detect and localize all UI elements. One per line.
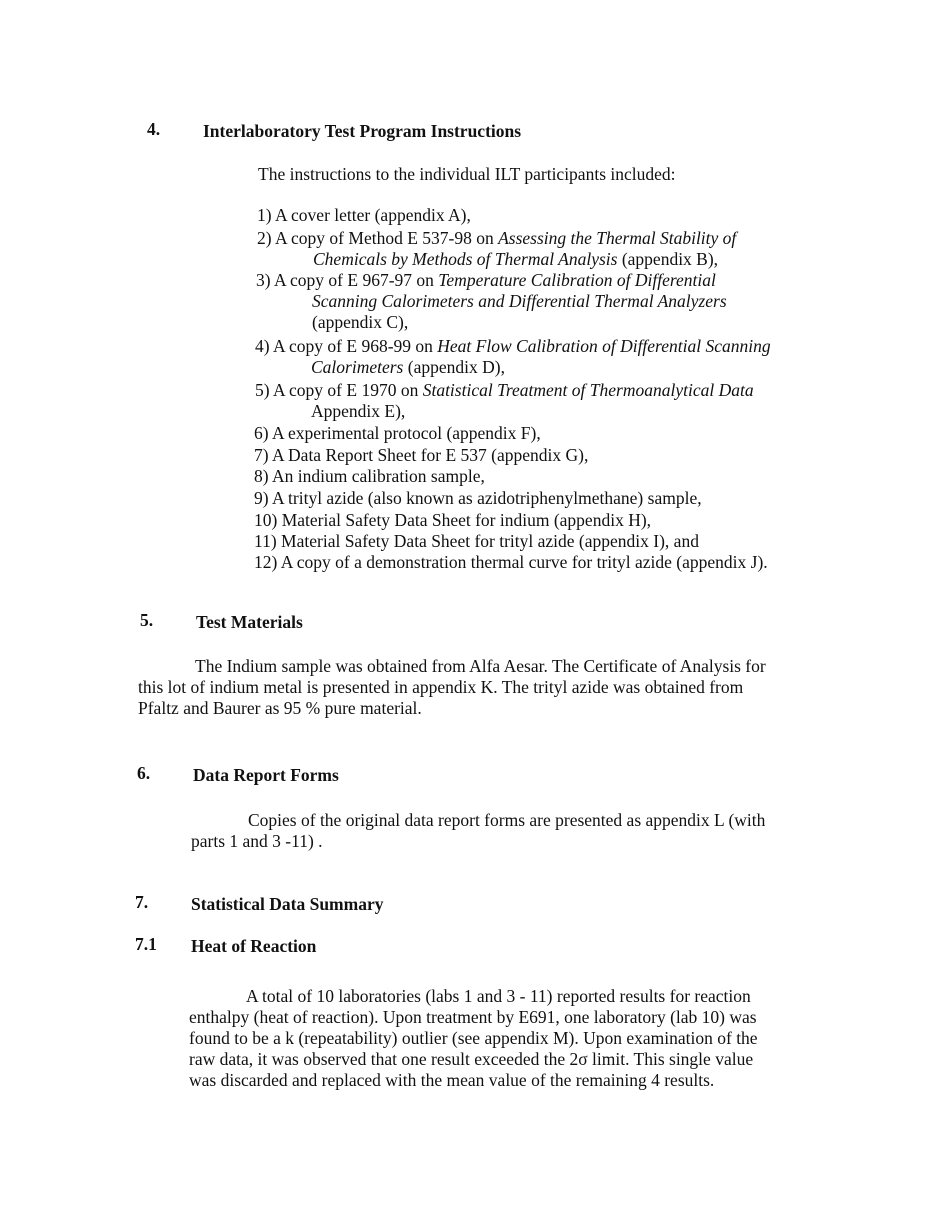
paragraph-line: enthalpy (heat of reaction). Upon treatment by E691, one laboratory (lab 10) was bbox=[189, 1007, 757, 1027]
paragraph-line: Copies of the original data report forms are presented as appendix L (with bbox=[248, 810, 766, 830]
section-7-1-number: 7.1 bbox=[135, 934, 157, 954]
list-item-line bbox=[256, 312, 727, 333]
list-item-line bbox=[254, 531, 699, 552]
document-title-text: Chemicals by Methods of Thermal Analysis bbox=[313, 249, 618, 269]
list-text: 9) A trityl azide (also known as azidotriphenylmethane) sample, bbox=[254, 488, 702, 508]
list-item bbox=[254, 445, 588, 466]
list-text: 7) A Data Report Sheet for E 537 (appendix G), bbox=[254, 445, 589, 465]
list-text: (appendix B), bbox=[617, 249, 719, 269]
list-item-line bbox=[254, 423, 541, 444]
document-title-text: Statistical Treatment of Thermoanalytical Data bbox=[422, 380, 754, 400]
section-5-title: Test Materials bbox=[196, 612, 303, 632]
list-item-line bbox=[257, 249, 736, 270]
paragraph-line: raw data, it was observed that one result exceeded the 2σ limit. This single value bbox=[189, 1049, 754, 1069]
list-item bbox=[254, 466, 485, 487]
paragraph-line: was discarded and replaced with the mean value of the remaining 4 results. bbox=[189, 1070, 715, 1090]
list-text: (appendix C), bbox=[312, 312, 409, 332]
list-item bbox=[257, 205, 471, 226]
section-6-number: 6. bbox=[137, 763, 151, 783]
list-item bbox=[257, 228, 736, 270]
section-7-number: 7. bbox=[135, 892, 149, 912]
list-text: 11) Material Safety Data Sheet for trityl azide (appendix I), and bbox=[254, 531, 699, 551]
section-5-number: 5. bbox=[140, 610, 154, 630]
section-6-title: Data Report Forms bbox=[193, 765, 339, 785]
list-item-line bbox=[257, 228, 736, 249]
list-item bbox=[254, 423, 541, 444]
list-text: 8) An indium calibration sample, bbox=[254, 466, 485, 486]
document-title-text: Heat Flow Calibration of Differential Scanning bbox=[437, 336, 771, 356]
list-item-line bbox=[255, 380, 754, 401]
section-7-title: Statistical Data Summary bbox=[191, 894, 384, 914]
list-item-line bbox=[254, 510, 651, 531]
list-item bbox=[254, 531, 699, 552]
list-item-line bbox=[254, 552, 768, 573]
paragraph-line: Pfaltz and Baurer as 95 % pure material. bbox=[138, 698, 422, 718]
list-item-line bbox=[254, 445, 588, 466]
list-item bbox=[254, 510, 651, 531]
section-5-paragraph bbox=[138, 656, 766, 719]
list-item-line bbox=[256, 291, 727, 312]
list-item bbox=[255, 336, 771, 378]
list-text: 10) Material Safety Data Sheet for indium (appendix H), bbox=[254, 510, 652, 530]
list-text: 1) A cover letter (appendix A), bbox=[257, 205, 471, 225]
list-item bbox=[255, 380, 754, 422]
list-item bbox=[254, 488, 702, 509]
list-item-line bbox=[256, 270, 727, 291]
list-item-line bbox=[255, 401, 754, 422]
document-title-text: Assessing the Thermal Stability of bbox=[498, 228, 737, 248]
list-item bbox=[256, 270, 727, 333]
section-4-title: Interlaboratory Test Program Instructions bbox=[203, 121, 522, 141]
list-item-line bbox=[254, 466, 485, 487]
section-7-1-paragraph bbox=[189, 986, 758, 1091]
paragraph-line: found to be a k (repeatability) outlier (see appendix M). Upon examination of the bbox=[189, 1028, 758, 1048]
document-title-text: Scanning Calorimeters and Differential Thermal Analyzers bbox=[312, 291, 727, 311]
list-item-line bbox=[257, 205, 471, 226]
list-item-line bbox=[255, 357, 771, 378]
document-title-text: Temperature Calibration of Differential bbox=[438, 270, 716, 290]
list-item-line bbox=[254, 488, 702, 509]
list-item-line bbox=[255, 336, 771, 357]
document-title-text: Calorimeters bbox=[311, 357, 404, 377]
list-text: 6) A experimental protocol (appendix F), bbox=[254, 423, 541, 443]
section-7-1-title: Heat of Reaction bbox=[191, 936, 317, 956]
paragraph-line: this lot of indium metal is presented in appendix K. The trityl azide was obtained from bbox=[138, 677, 744, 697]
list-item bbox=[254, 552, 768, 573]
paragraph-line: parts 1 and 3 -11) . bbox=[191, 831, 323, 851]
list-text: 2) A copy of Method E 537-98 on bbox=[257, 228, 499, 248]
paragraph-line: The Indium sample was obtained from Alfa Aesar. The Certificate of Analysis for bbox=[195, 656, 766, 676]
list-text: (appendix D), bbox=[403, 357, 505, 377]
section-4-number: 4. bbox=[147, 119, 161, 139]
paragraph-line: A total of 10 laboratories (labs 1 and 3 - 11) reported results for reaction bbox=[246, 986, 751, 1006]
list-text: 12) A copy of a demonstration thermal curve for trityl azide (appendix J). bbox=[254, 552, 768, 572]
list-text: 5) A copy of E 1970 on bbox=[255, 380, 423, 400]
list-text: Appendix E), bbox=[311, 401, 406, 421]
section-4-intro: The instructions to the individual ILT participants included: bbox=[258, 164, 676, 184]
list-text: 3) A copy of E 967-97 on bbox=[256, 270, 439, 290]
list-text: 4) A copy of E 968-99 on bbox=[255, 336, 438, 356]
section-6-paragraph bbox=[191, 810, 765, 852]
